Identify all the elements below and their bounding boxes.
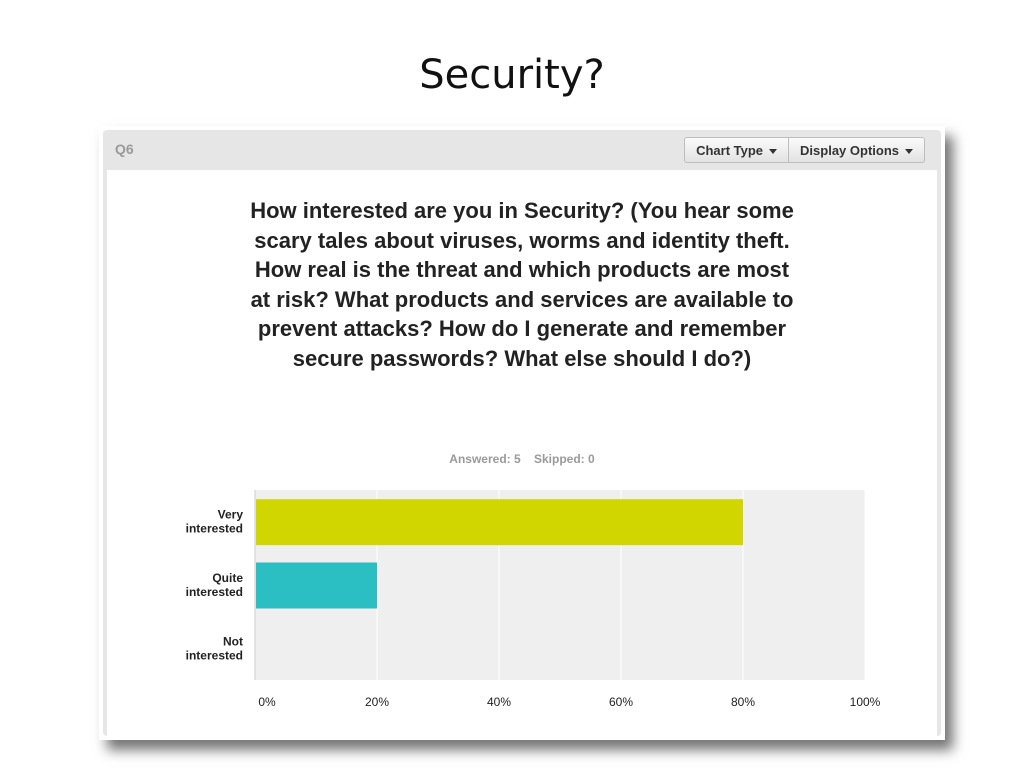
x-tick-label: 40% <box>486 695 512 709</box>
question-text: How interested are you in Security? (You hear some scary tales about viruses, worms and identity theft. How real is the threat and which products are most at risk? What products and services are available to prevent attacks? How do I generate and remember secure passwords? What else should I do?) <box>250 198 794 371</box>
category-label: interested <box>185 521 243 536</box>
slide-title: Security? <box>419 52 605 98</box>
chevron-down-icon <box>905 149 913 154</box>
answered-count: Answered: 5 <box>449 452 521 466</box>
question-number: Q6 <box>115 141 134 157</box>
x-tick-label: 60% <box>608 695 634 709</box>
bar <box>256 563 377 609</box>
category-label: Not <box>223 634 243 649</box>
survey-screenshot <box>99 126 945 740</box>
x-tick-label: 0% <box>258 695 276 709</box>
toolbar <box>684 137 925 163</box>
category-label: interested <box>185 585 243 599</box>
display-options-label: Display Options <box>800 142 899 158</box>
category-label: Very <box>217 507 243 522</box>
x-tick-label: 80% <box>730 695 756 709</box>
display-options-button[interactable] <box>789 137 925 163</box>
chart-type-label: Chart Type <box>696 142 764 158</box>
question-panel <box>103 130 941 736</box>
chart-type-button[interactable] <box>684 137 789 163</box>
category-label: Quite <box>212 571 243 585</box>
skipped-count: Skipped: 0 <box>534 452 595 466</box>
bar-chart <box>107 170 937 736</box>
chevron-down-icon <box>769 149 777 154</box>
question-card <box>107 170 937 736</box>
x-tick-label: 20% <box>364 695 390 709</box>
category-label: interested <box>185 648 243 663</box>
bar <box>256 499 743 545</box>
x-tick-label: 100% <box>849 695 881 709</box>
